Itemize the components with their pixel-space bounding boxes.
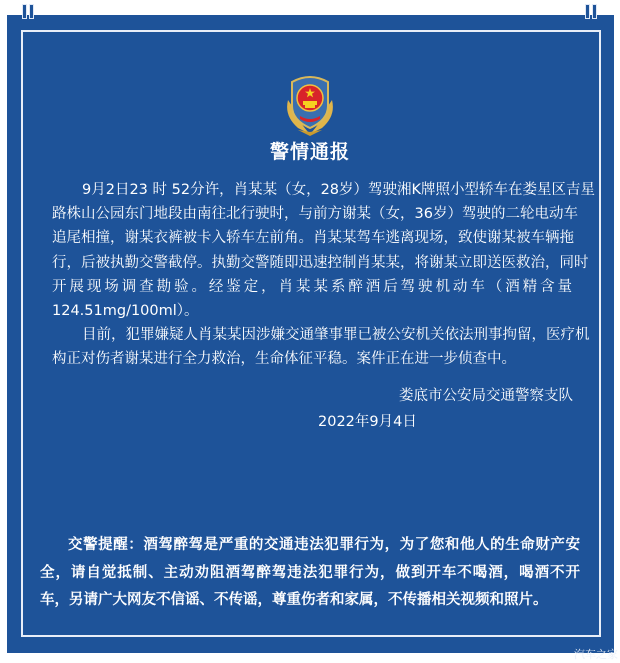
watermark: 汽车之家 bbox=[574, 648, 618, 661]
traffic-police-reminder bbox=[40, 531, 580, 614]
notice-body bbox=[52, 178, 596, 372]
police-emblem-icon bbox=[278, 72, 342, 138]
body-line: 目前，犯罪嫌疑人肖某某因涉嫌交通肇事罪已被公安机关依法刑事拘留，医疗机 bbox=[82, 327, 590, 344]
reminder-line: 全，请自觉抵制、主动劝阻酒驾醉驾违法犯罪行为，做到开车不喝酒，喝酒不开 bbox=[40, 563, 580, 581]
corner-tab-left bbox=[22, 4, 35, 19]
issue-date: 2022年9月4日 bbox=[318, 414, 417, 430]
body-line: 9月2日23 时 52分许，肖某某（女，28岁）驾驶湘K牌照小型轿车在娄星区吉星 bbox=[82, 182, 596, 198]
issuer-signature: 娄底市公安局交通警察支队 bbox=[399, 388, 573, 404]
body-line: 追尾相撞，谢某衣裤被卡入轿车左前角。肖某某驾车逃离现场，致使谢某被车辆拖 bbox=[52, 230, 574, 247]
body-line: 124.51mg/100ml）。 bbox=[52, 303, 199, 320]
corner-tab-right bbox=[585, 4, 598, 19]
reminder-line: 交警提醒：酒驾醉驾是严重的交通违法犯罪行为，为了您和他人的生命财产安 bbox=[68, 536, 580, 553]
body-line: 行，后被执勤交警截停。执勤交警随即迅速控制肖某某，将谢某立即送医救治，同时 bbox=[52, 254, 589, 271]
reminder-line: 车，另请广大网友不信谣、不传谣，尊重伤者和家属，不传播相关视频和照片。 bbox=[40, 591, 548, 608]
body-line: 路株山公园东门地段由南往北行驶时，与前方谢某（女，36岁）驾驶的二轮电动车 bbox=[52, 206, 578, 223]
notice-title: 警情通报 bbox=[269, 141, 350, 163]
body-line: 开展现场调查勘验。经鉴定，肖某某系醉酒后驾驶机动车（酒精含量 bbox=[52, 278, 572, 295]
body-line: 构正对伤者谢某进行全力救治，生命体征平稳。案件正在进一步侦查中。 bbox=[52, 351, 516, 368]
